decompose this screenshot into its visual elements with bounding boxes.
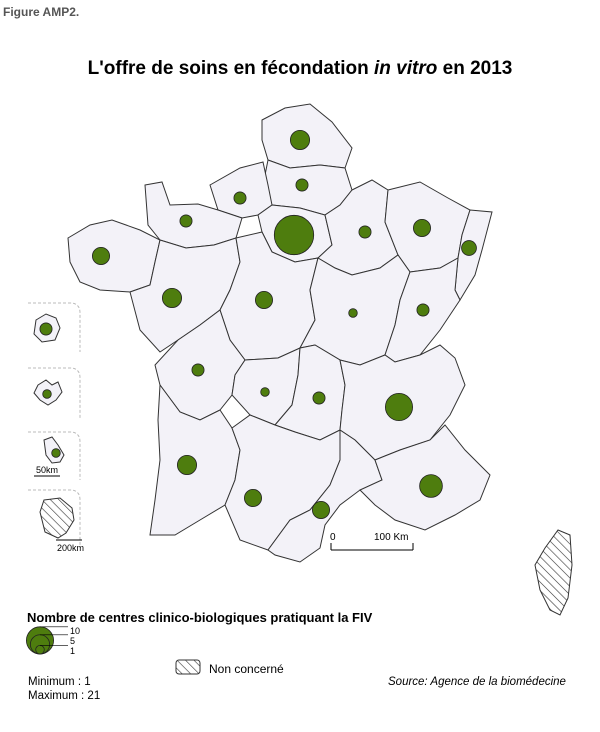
symbol-bretagne: [92, 247, 109, 264]
symbol-limousin: [261, 388, 270, 397]
legend-size-10: 10: [70, 626, 81, 636]
legend-circles: [26, 627, 68, 654]
symbol-rhone-alpes: [385, 393, 412, 420]
inset-scale-label-50km: 50km: [36, 465, 59, 475]
hatch-swatch: [176, 660, 200, 674]
symbol-martinique: [52, 449, 61, 458]
symbol-poitou-charentes: [192, 364, 204, 376]
not-concerned-label: Non concerné: [209, 662, 284, 676]
symbol-lorraine: [413, 219, 430, 236]
figure-label: Figure AMP2.: [3, 5, 80, 19]
legend-size-5: 5: [70, 636, 76, 646]
region-bretagne: [68, 220, 160, 292]
inset-scale-label-200km: 200km: [57, 543, 85, 553]
title-part-1: L'offre de soins en fécondation: [87, 58, 375, 79]
symbol-aquitaine: [177, 455, 196, 474]
symbol-centre: [255, 291, 272, 308]
symbol-alsace: [462, 241, 477, 256]
scale-label-zero: 0: [330, 532, 336, 543]
scale-label-100: 100 Km: [374, 532, 409, 543]
symbol-midi-pyrenees: [244, 489, 261, 506]
source-text: Source: Agence de la biomédecine: [388, 676, 566, 688]
legend-maximum: Maximum : 21: [28, 690, 101, 702]
legend-circle-1: [36, 645, 45, 654]
symbol-bourgogne: [349, 309, 358, 318]
symbol-haute-normandie: [234, 192, 246, 204]
symbol-basse-normandie: [180, 215, 192, 227]
legend-size-1: 1: [70, 646, 76, 656]
symbol-champagne-ardenne: [359, 226, 371, 238]
symbol-auvergne: [313, 392, 325, 404]
island-guyane: [40, 498, 74, 538]
region-haute-normandie: [210, 162, 272, 218]
symbol-pays-de-la-loire: [162, 288, 181, 307]
symbol-picardie: [296, 179, 308, 191]
title-italic: in vitro: [374, 58, 438, 79]
scale-bar: [331, 543, 413, 550]
legend-title: Nombre de centres clinico-biologiques pratiquant la FIV: [27, 610, 373, 625]
legend-minimum: Minimum : 1: [28, 676, 91, 688]
symbol-reunion: [40, 323, 52, 335]
symbol-franche-comte: [417, 304, 429, 316]
title-part-2: en 2013: [437, 58, 513, 79]
region-corse: [535, 530, 572, 615]
symbol-guadeloupe: [43, 390, 52, 399]
symbol-nord-pas-de-calais: [290, 130, 309, 149]
symbol-ile-de-france: [274, 215, 313, 254]
symbol-languedoc-roussillon: [312, 501, 329, 518]
symbol-paca: [420, 475, 443, 498]
